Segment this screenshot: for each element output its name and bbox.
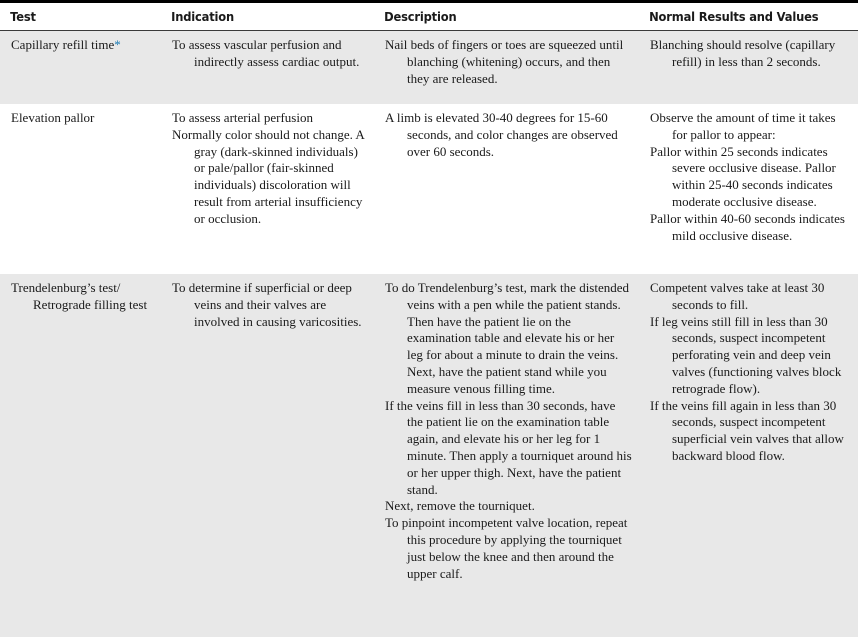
paragraph: To pinpoint incompetent valve location, repeat this procedure by applying the tourniquet just below the knee and then around the upper calf. <box>385 515 628 581</box>
cell-description <box>374 104 639 274</box>
header-test: Test <box>10 9 36 24</box>
footnote-marker[interactable]: * <box>114 37 121 52</box>
table-header <box>0 3 858 31</box>
paragraph: To assess vascular perfusion and indirectly assess cardiac output. <box>172 37 360 69</box>
test-name: Capillary refill time <box>11 37 115 52</box>
cell-normal-results <box>639 274 858 637</box>
test-name: Trendelenburg’s test/ Retrograde filling test <box>11 280 148 312</box>
cell-test <box>0 274 161 637</box>
paragraph: A limb is elevated 30-40 degrees for 15-60 seconds, and color changes are observed over 60 seconds. <box>385 110 618 159</box>
paragraph: Nail beds of fingers or toes are squeezed until blanching (whitening) occurs, and then they are released. <box>385 37 624 86</box>
paragraph: Next, remove the tourniquet. <box>385 498 535 514</box>
paragraph: Normally color should not change. A gray (dark-skinned individuals) or pale/pallor (fair-skinned individuals) discoloration will result from arterial insufficiency or occlusion. <box>172 126 365 226</box>
table-row <box>0 274 858 637</box>
header-normal-results: Normal Results and Values <box>649 9 819 24</box>
header-indication: Indication <box>171 9 235 24</box>
test-name: Elevation pallor <box>11 110 95 125</box>
cell-indication <box>161 31 374 104</box>
paragraph: If leg veins still fill in less than 30 seconds, suspect incompetent perforating vein and deep vein valves (functioning valves block retrograde flow). <box>650 313 842 396</box>
paragraph: To determine if superficial or deep veins and their valves are involved in causing varicosities. <box>172 280 362 329</box>
table-row <box>0 104 858 274</box>
cell-normal-results <box>639 31 858 104</box>
cell-test <box>0 104 161 274</box>
cell-normal-results <box>639 104 858 274</box>
paragraph: To assess arterial perfusion <box>172 110 313 125</box>
paragraph: Pallor within 40-60 seconds indicates mild occlusive disease. <box>650 210 845 243</box>
header-description: Description <box>384 9 457 24</box>
cell-indication <box>161 104 374 274</box>
paragraph: Pallor within 25 seconds indicates severe occlusive disease. Pallor within 25-40 seconds indicates moderate occlusive disease. <box>650 143 836 209</box>
paragraph: If the veins fill in less than 30 seconds, have the patient lie on the examination table again, and elevate his or her leg for 1 minute. Then apply a tourniquet around his or her upper thigh. Next, have the patient stand. <box>385 397 632 497</box>
cell-test <box>0 31 161 104</box>
paragraph: Blanching should resolve (capillary refill) in less than 2 seconds. <box>650 37 836 69</box>
paragraph: Competent valves take at least 30 seconds to fill. <box>650 280 825 312</box>
cell-description <box>374 31 639 104</box>
paragraph: To do Trendelenburg’s test, mark the distended veins with a pen while the patient stands. Then have the patient lie on the examination table and elevate his or her leg for about a minute to drain the veins. Next, have the patient stand while you measure venous filling time. <box>385 280 630 396</box>
cell-description <box>374 274 639 637</box>
table-row <box>0 31 858 104</box>
paragraph: If the veins fill again in less than 30 seconds, suspect incompetent superficial vein valves that allow backward blood flow. <box>650 397 844 463</box>
paragraph: Observe the amount of time it takes for pallor to appear: <box>650 110 836 142</box>
cell-indication <box>161 274 374 637</box>
